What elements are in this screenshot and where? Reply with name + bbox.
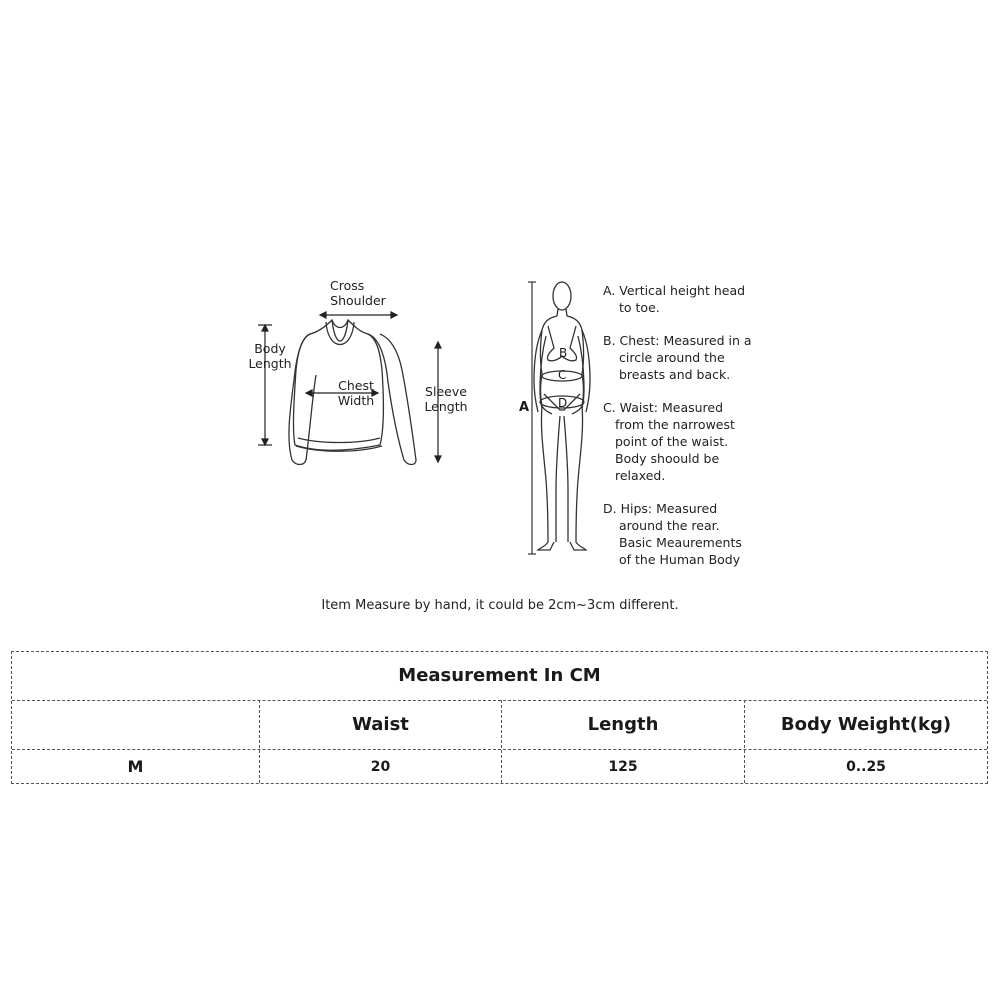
note-line: Body shoould be: [615, 451, 720, 466]
note-line: D. Hips: Measured: [603, 501, 718, 516]
body-length-line2: Length: [248, 356, 292, 371]
header-cell-length: Length: [587, 714, 659, 735]
table-title: Measurement In CM: [398, 665, 601, 686]
row-cell-size: M: [127, 757, 144, 776]
cross-shoulder-line1: Cross: [330, 278, 365, 293]
sleeve-length-line2: Length: [424, 399, 468, 414]
chest-width-line1: Chest: [338, 378, 374, 393]
note-line: C. Waist: Measured: [603, 400, 724, 415]
sleeve-length-line1: Sleeve: [425, 384, 467, 399]
note-line: from the narrowest: [615, 417, 735, 432]
note-b: [603, 332, 803, 383]
note-d: [603, 500, 803, 568]
cross-shoulder-label: [318, 278, 398, 308]
body-label-d: D: [558, 396, 568, 410]
note-line: of the Human Body: [619, 552, 741, 567]
body-length-line1: Body: [254, 341, 286, 356]
body-label-a: A: [519, 400, 530, 415]
note-line: around the rear.: [619, 518, 720, 533]
body-label-c: C: [558, 368, 567, 382]
header-cell-waist: Waist: [352, 714, 409, 735]
size-table: [11, 651, 988, 784]
chest-width-label: [328, 378, 384, 408]
note-c: [603, 399, 803, 484]
header-cell-size: [12, 701, 259, 749]
note-line: circle around the: [619, 350, 725, 365]
note-line: B. Chest: Measured in a: [603, 333, 752, 348]
note-line: to toe.: [619, 300, 660, 315]
row-cell-body-weight: 0..25: [846, 759, 886, 775]
header-cell-body-weight: Body Weight(kg): [780, 714, 952, 735]
note-line: A. Vertical height head: [603, 283, 746, 298]
note-line: relaxed.: [615, 468, 666, 483]
measure-caption: Item Measure by hand, it could be 2cm~3cm different.: [321, 598, 679, 613]
body-label-b: B: [559, 346, 568, 360]
measurement-notes: [603, 282, 803, 568]
note-line: point of the waist.: [615, 434, 729, 449]
sleeve-length-label: [418, 384, 474, 414]
note-a: [603, 282, 803, 316]
note-line: breasts and back.: [619, 367, 731, 382]
body-length-label: [242, 341, 298, 371]
human-body-diagram: [510, 270, 600, 560]
cross-shoulder-line2: Shoulder: [330, 293, 386, 308]
chest-width-line2: Width: [337, 393, 375, 408]
row-cell-length: 125: [608, 759, 638, 775]
row-cell-waist: 20: [370, 759, 391, 775]
note-line: Basic Meaurements: [619, 535, 742, 550]
